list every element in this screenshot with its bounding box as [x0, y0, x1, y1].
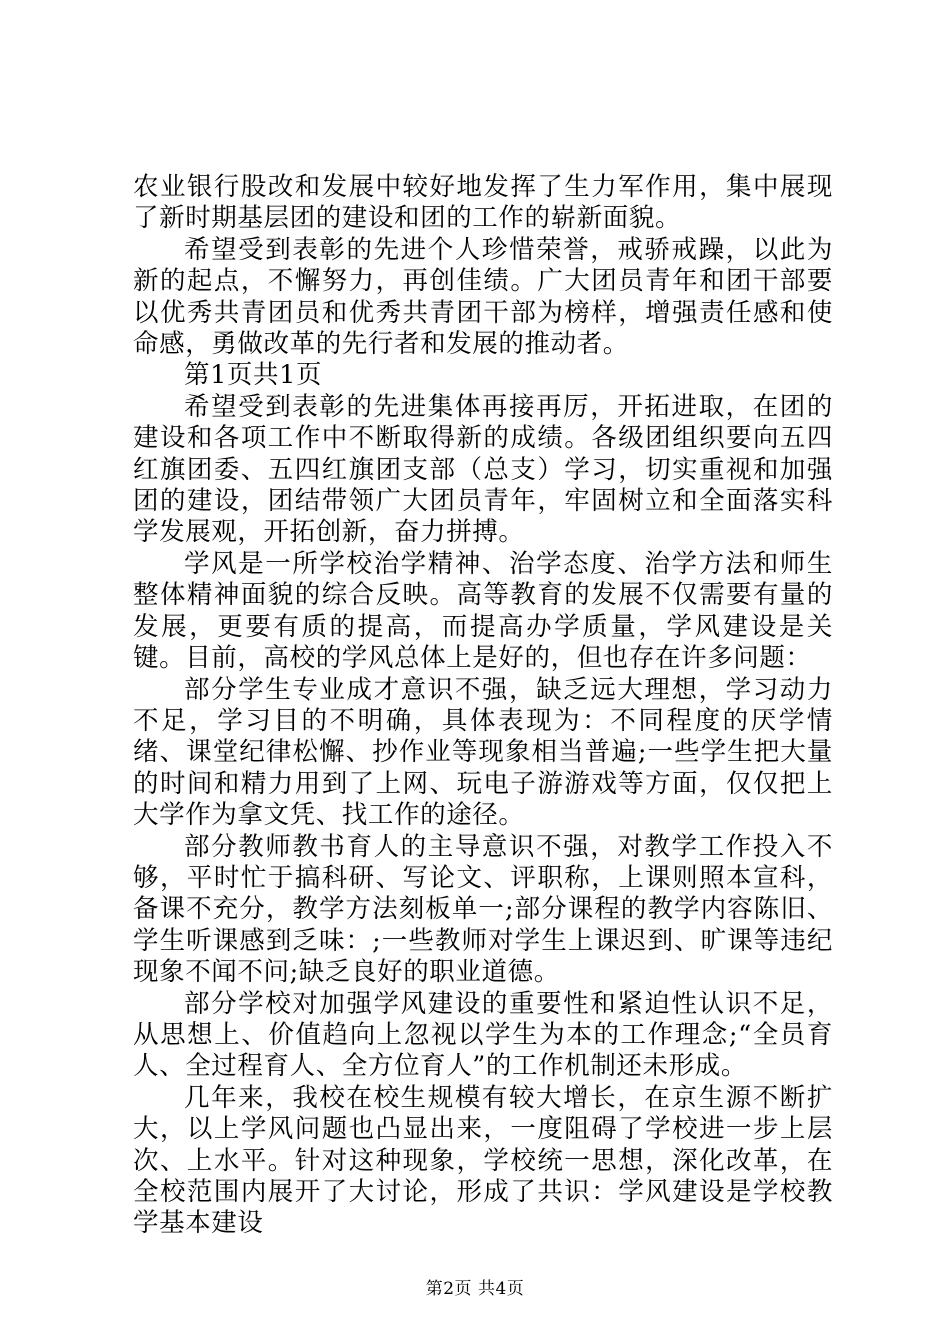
document-body: [133, 172, 833, 1240]
inline-page-marker: 第1页共1页: [184, 360, 323, 391]
paragraph-7: 部分学校对加强学风建设的重要性和紧迫性认识不足，从思想上、价值趋向上忽视以学生为本的工作理念;“全员育人、全过程育人、全方位育人”的工作机制还未形成。: [133, 988, 833, 1082]
paragraph-4: 学风是一所学校治学精神、治学态度、治学方法和师生整体精神面貌的综合反映。高等教育的发展不仅需要有量的发展，更要有质的提高，而提高办学质量，学风建设是关键。目前，高校的学风总体上是好的，但也存在许多问题：: [133, 548, 833, 674]
page-footer: 第2页 共4页: [425, 1279, 525, 1299]
paragraph-1: 农业银行股改和发展中较好地发挥了生力军作用，集中展现了新时期基层团的建设和团的工作的崭新面貌。: [133, 172, 833, 234]
paragraph-6: 部分教师教书育人的主导意识不强，对教学工作投入不够，平时忙于搞科研、写论文、评职称，上课则照本宣科，备课不充分，教学方法刻板单一;部分课程的教学内容陈旧、学生听课感到乏味：;一些教师对学生上课迟到、旷课等违纪现象不闻不问;缺乏良好的职业道德。: [133, 831, 833, 988]
paragraph-3: 希望受到表彰的先进集体再接再厉，开拓进取，在团的建设和各项工作中不断取得新的成绩。各级团组织要向五四红旗团委、五四红旗团支部（总支）学习，切实重视和加强团的建设，团结带领广大团员青年，牢固树立和全面落实科学发展观，开拓创新，奋力拼搏。: [133, 391, 833, 548]
paragraph-5: 部分学生专业成才意识不强，缺乏远大理想，学习动力不足，学习目的不明确，具体表现为：不同程度的厌学情绪、课堂纪律松懈、抄作业等现象相当普遍;一些学生把大量的时间和精力用到了上网、玩电子游游戏等方面，仅仅把上大学作为拿文凭、找工作的途径。: [133, 674, 833, 831]
paragraph-2: 希望受到表彰的先进个人珍惜荣誉，戒骄戒躁，以此为新的起点，不懈努力，再创佳绩。广大团员青年和团干部要以优秀共青团员和优秀共青团干部为榜样，增强责任感和使命感，勇做改革的先行者和发展的推动者。: [133, 234, 833, 360]
paragraph-8: 几年来，我校在校生规模有较大增长，在京生源不断扩大，以上学风问题也凸显出来，一度阻碍了学校进一步上层次、上水平。针对这种现象，学校统一思想，深化改革，在全校范围内展开了大讨论，形成了共识：学风建设是学校教学基本建设: [133, 1082, 833, 1239]
